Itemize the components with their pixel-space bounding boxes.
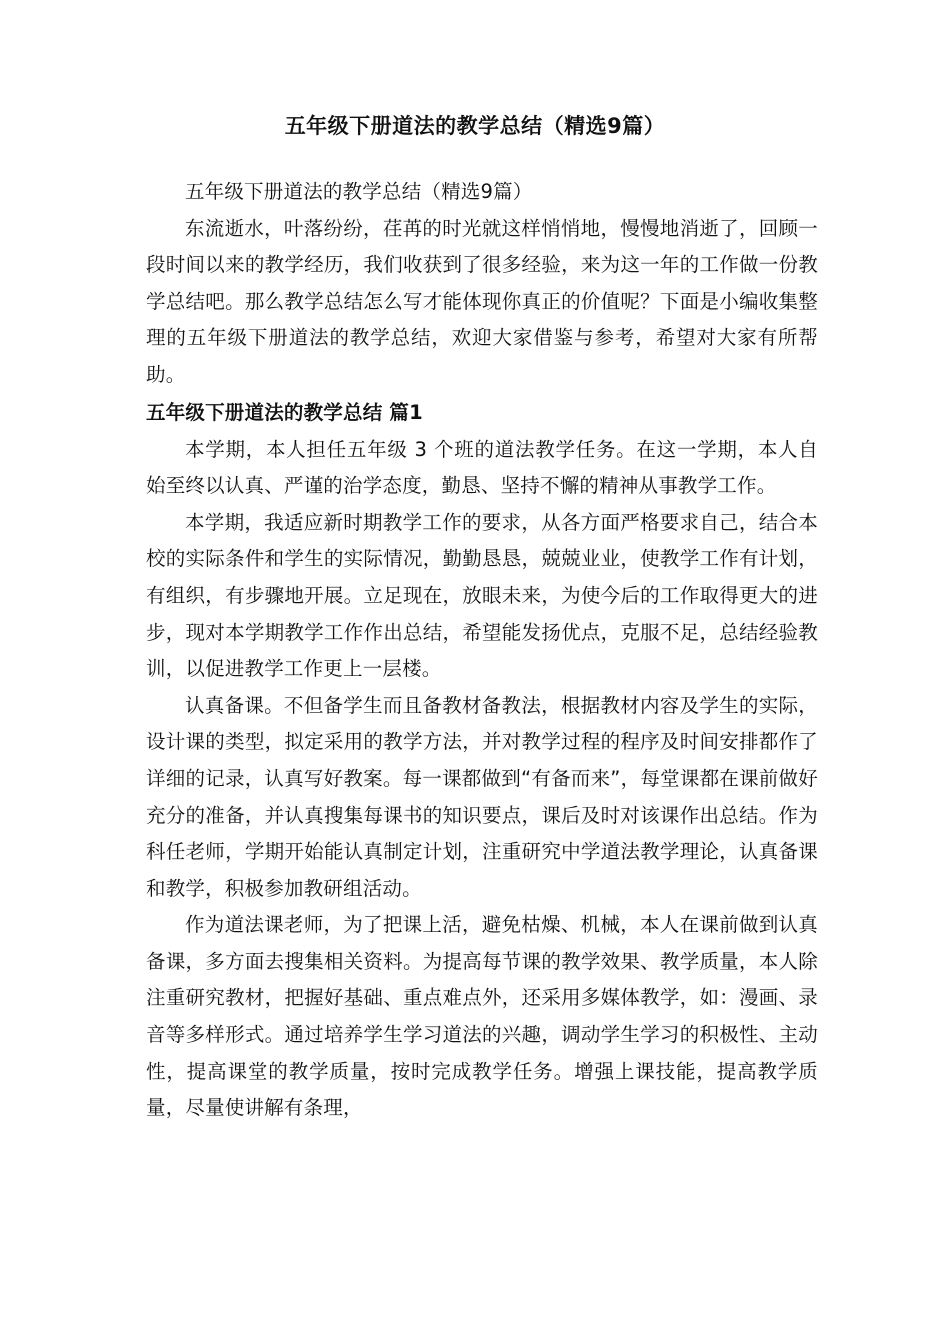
document-title: 五年级下册道法的教学总结（精选9篇）: [284, 114, 666, 138]
document-body: [146, 174, 818, 1127]
subtitle-line: 五年级下册道法的教学总结（精选9篇）: [185, 180, 533, 203]
paragraph-1: 本学期，本人担任五年级 3 个班的道法教学任务。在这一学期，本人自始至终以认真、严谨的治学态度，勤恳、坚持不懈的精神从事教学工作。: [146, 437, 818, 498]
intro-paragraph: 东流逝水，叶落纷纷，荏苒的时光就这样悄悄地，慢慢地消逝了，回顾一段时间以来的教学经历，我们收获到了很多经验，来为这一年的工作做一份教学总结吧。那么教学总结怎么写才能体现你真正的价值呢？下面是小编收集整理的五年级下册道法的教学总结，欢迎大家借鉴与参考，希望对大家有所帮助。: [146, 216, 818, 386]
paragraph-3: 认真备课。不但备学生而且备教材备教法，根据教材内容及学生的实际，设计课的类型，拟定采用的教学方法，并对教学过程的程序及时间安排都作了详细的记录，认真写好教案。每一课都做到“有备而来”，每堂课都在课前做好充分的准备，并认真搜集每课书的知识要点，课后及时对该课作出总结。作为科任老师，学期开始能认真制定计划，注重研究中学道法教学理论，认真备课和教学，积极参加教研组活动。: [146, 693, 818, 900]
section-heading: 五年级下册道法的教学总结 篇1: [146, 400, 423, 424]
paragraph-4: 作为道法课老师，为了把课上活，避免枯燥、机械，本人在课前做到认真备课，多方面去搜集相关资料。为提高每节课的教学效果、教学质量，本人除注重研究教材，把握好基础、重点难点外，还采用多媒体教学，如：漫画、录音等多样形式。通过培养学生学习道法的兴趣，调动学生学习的积极性、主动性，提高课堂的教学质量，按时完成教学任务。增强上课技能，提高教学质量，尽量使讲解有条理，: [146, 913, 818, 1120]
paragraph-2: 本学期，我适应新时期教学工作的要求，从各方面严格要求自己，结合本校的实际条件和学生的实际情况，勤勤恳恳，兢兢业业，使教学工作有计划，有组织，有步骤地开展。立足现在，放眼未来，为使今后的工作取得更大的进步，现对本学期教学工作作出总结，希望能发扬优点，克服不足，总结经验教训，以促进教学工作更上一层楼。: [146, 510, 818, 681]
